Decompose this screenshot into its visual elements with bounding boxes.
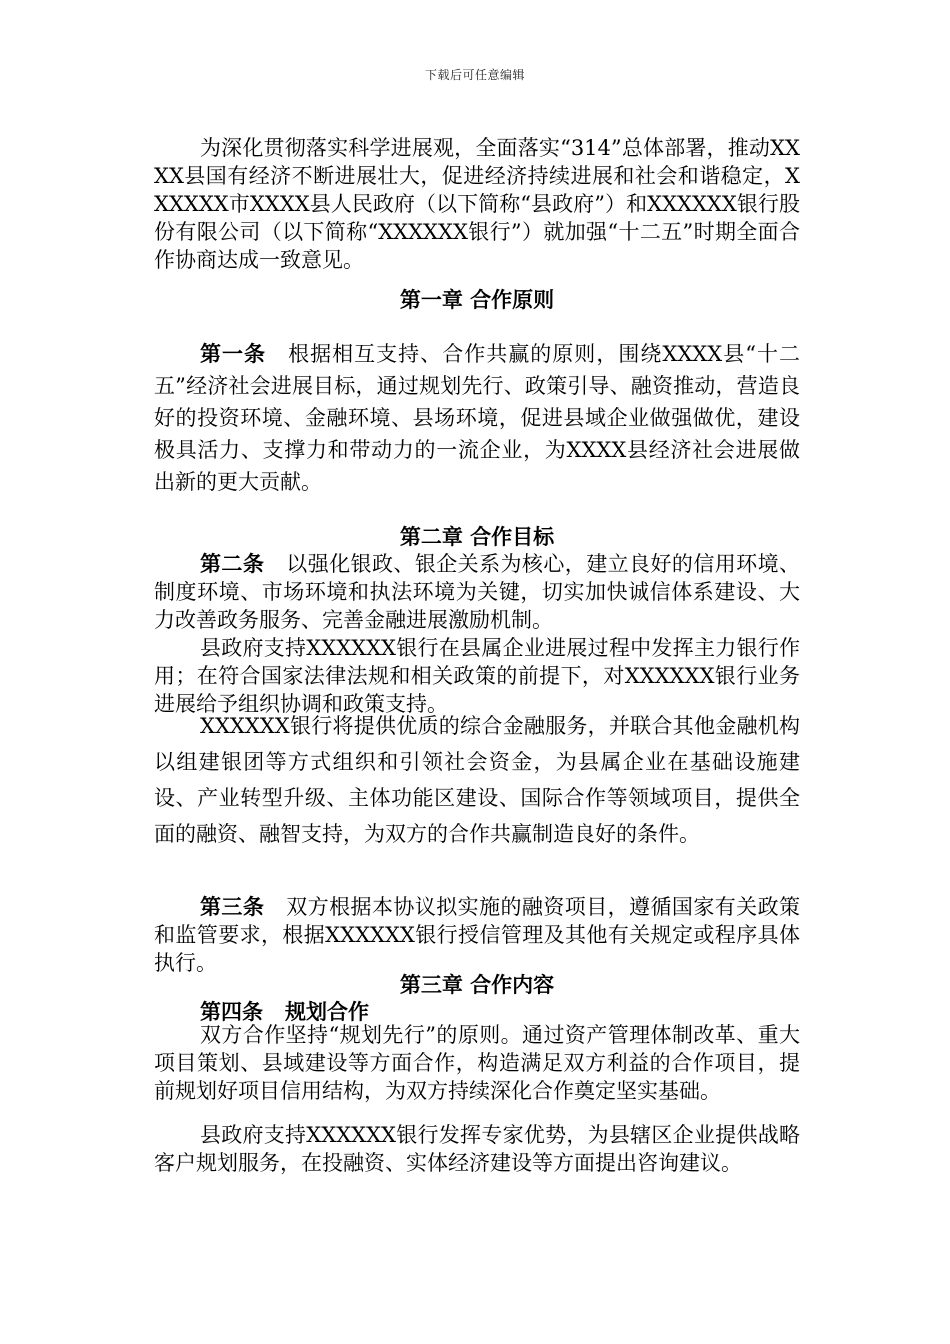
page-header: 下载后可任意编辑 <box>424 68 525 82</box>
article-2-paragraph-3: XXXXXX银行将提供优质的综合金融服务，并联合其他金融机构以组建银团等方式组织和引领社会资金，为县属企业在基础设施建设、产业转型升级、主体功能区建设、国际合作等领域项目，提供全面的融资、融智支持，为双方的合作共赢制造良好的条件。 <box>154 714 800 846</box>
article-3-text: 双方根据本协议拟实施的融资项目，遵循国家有关政策和监管要求，根据XXXXXX银行授信管理及其他有关规定或程序具体执行。 <box>154 895 801 975</box>
article-4-title: 规划合作 <box>285 999 369 1024</box>
article-3 <box>154 893 800 977</box>
chapter-3-title: 第三章 合作内容 <box>399 972 555 997</box>
article-3-label: 第三条 <box>200 894 265 919</box>
article-2-paragraph-2: 县政府支持XXXXXX银行在县属企业进展过程中发挥主力银行作用；在符合国家法律法规和相关政策的前提下，对XXXXXX银行业务进展给予组织协调和政策支持。 <box>154 636 800 716</box>
article-1 <box>154 338 800 498</box>
article-2 <box>154 550 800 634</box>
chapter-1-title: 第一章 合作原则 <box>399 287 555 312</box>
article-2-label: 第二条 <box>200 551 265 576</box>
article-4-paragraph-1: 双方合作坚持“规划先行”的原则。通过资产管理体制改革、重大项目策划、县域建设等方面合作，构造满足双方利益的合作项目，提前规划好项目信用结构，为双方持续深化合作奠定坚实基础。 <box>154 1023 800 1103</box>
article-2-text: 以强化银政、银企关系为核心，建立良好的信用环境、制度环境、市场环境和执法环境为关键，切实加快诚信体系建设、大力改善政务服务、完善金融进展激励机制。 <box>154 552 801 632</box>
article-4-label: 第四条 <box>200 999 263 1024</box>
article-1-text: 根据相互支持、合作共赢的原则，围绕XXXX县“十二五”经济社会进展目标，通过规划先行、政策引导、融资推动，营造良好的投资环境、金融环境、县场环境，促进县域企业做强做优，建设极具活力、支撑力和带动力的一流企业，为XXXX县经济社会进展做出新的更大贡献。 <box>154 342 800 494</box>
article-1-label: 第一条 <box>200 341 267 366</box>
article-4-paragraph-2: 县政府支持XXXXXX银行发挥专家优势，为县辖区企业提供战略客户规划服务，在投融资、实体经济建设等方面提出咨询建议。 <box>154 1123 800 1175</box>
chapter-2-title: 第二章 合作目标 <box>399 524 555 549</box>
intro-paragraph: 为深化贯彻落实科学进展观，全面落实“314”总体部署，推动XXXX县国有经济不断进展壮大，促进经济持续进展和社会和谐稳定，XXXXXX市XXXX县人民政府（以下简称“县政府”）和XXXXXX银行股份有限公司（以下简称“XXXXXX银行”）就加强“十二五”时期全面合作协商达成一致意见。 <box>154 136 800 272</box>
